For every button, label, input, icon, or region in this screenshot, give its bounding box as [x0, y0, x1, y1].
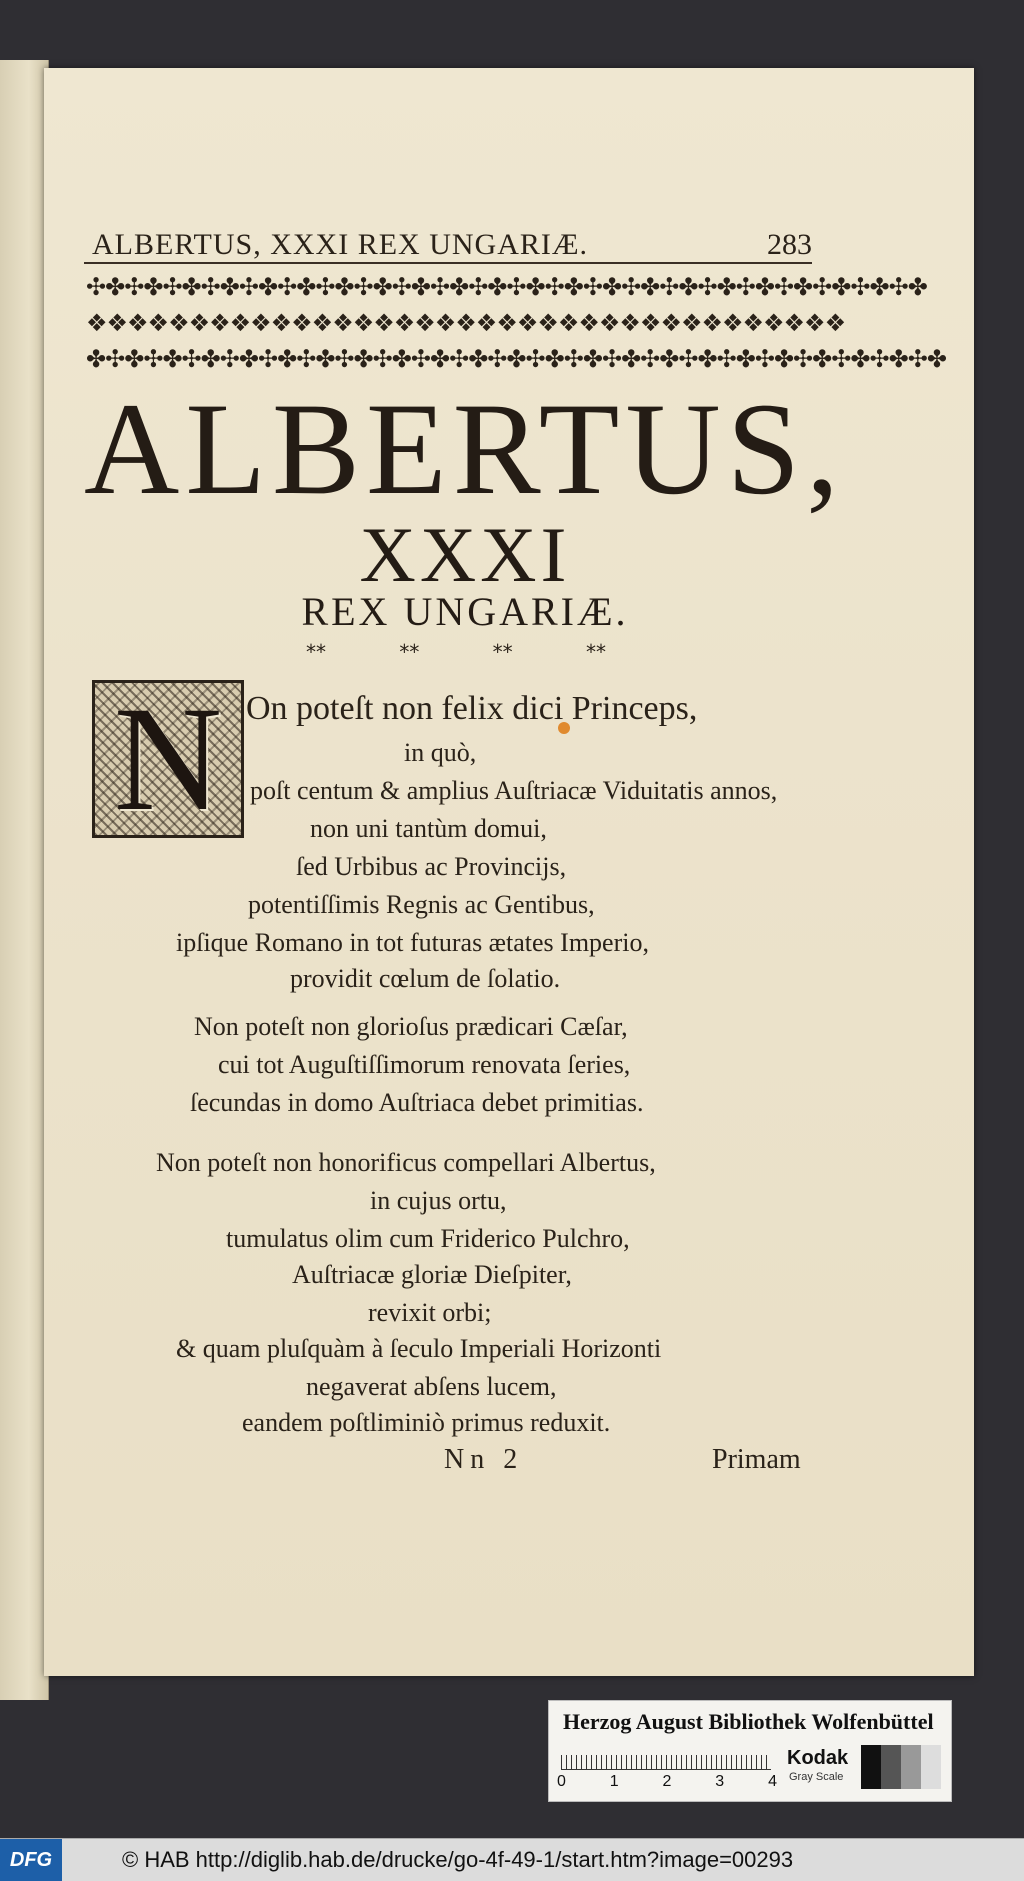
swatch	[861, 1745, 881, 1789]
text-line: ipſique Romano in tot futuras ætates Imperio,	[176, 928, 649, 957]
star-ornament: **	[306, 640, 326, 664]
gray-swatches	[861, 1745, 941, 1789]
text-line: Non poteſt non glorioſus prædicari Cæſar,	[194, 1012, 628, 1041]
swatch	[901, 1745, 921, 1789]
ruler-number: 1	[609, 1773, 619, 1790]
text-line: eandem poſtliminiò primus reduxit.	[242, 1408, 611, 1437]
ruler-numbers	[557, 1773, 777, 1791]
signature-mark: Nn 2	[444, 1444, 524, 1475]
text-line: in quò,	[404, 738, 477, 767]
page-number: 283	[767, 228, 812, 261]
catchword: Primam	[712, 1444, 801, 1475]
kodak-label: Kodak	[787, 1747, 849, 1769]
star-ornament: **	[399, 640, 420, 664]
gray-scale-label: Gray Scale	[789, 1771, 844, 1783]
title-name: ALBERTUS,	[84, 375, 846, 522]
previous-page-edge	[0, 60, 49, 1700]
ornament-row: ✤✣✤✣✤✣✤✣✤✣✤✣✤✣✤✣✤✣✤✣✤✣✤✣✤✣✤✣✤✣✤✣✤✣✤✣✤✣✤✣✤✣✤✣✤	[86, 345, 946, 373]
text-line: Auſtriacæ gloriæ Dieſpiter,	[292, 1260, 572, 1289]
ruler-number: 3	[715, 1773, 725, 1790]
ruler-number: 0	[557, 1773, 566, 1790]
text-line: & quam pluſquàm à ſeculo Imperiali Horizonti	[176, 1334, 662, 1363]
status-bar	[0, 1838, 1024, 1881]
ornament-band	[86, 272, 946, 374]
swatch	[921, 1745, 941, 1789]
ornament-row: ✣✤✣✤✣✤✣✤✣✤✣✤✣✤✣✤✣✤✣✤✣✤✣✤✣✤✣✤✣✤✣✤✣✤✣✤✣✤✣✤✣✤✣✤	[86, 273, 927, 301]
ornament-row: ❖❖❖❖❖❖❖❖❖❖❖❖❖❖❖❖❖❖❖❖❖❖❖❖❖❖❖❖❖❖❖❖❖❖❖❖❖	[86, 309, 846, 337]
title-subtitle: REX UNGARIÆ.	[301, 589, 629, 634]
text-line: negaverat abſens lucem,	[306, 1372, 557, 1401]
title-number: XXXI	[359, 511, 571, 598]
text-line: non uni tantùm domui,	[310, 814, 547, 843]
text-line: poſt centum & amplius Auſtriacæ Viduitatis annos,	[250, 776, 778, 805]
text-line: ſed Urbibus ac Provincijs,	[296, 852, 567, 881]
running-head: ALBERTUS, XXXI REX UNGARIÆ.	[92, 228, 589, 261]
dfg-logo[interactable]: DFG	[0, 1839, 62, 1881]
library-name: Herzog August Bibliothek Wolfenbüttel	[563, 1709, 934, 1734]
text-line: tumulatus olim cum Friderico Pulchro,	[226, 1224, 630, 1253]
color-scale-card	[548, 1700, 952, 1802]
decorated-initial	[92, 676, 244, 842]
star-ornament: **	[585, 640, 606, 664]
ruler-number: 2	[662, 1773, 672, 1790]
text-line: in cujus ortu,	[370, 1186, 507, 1215]
text-line: Non poteſt non honorificus compellari Albertus,	[156, 1148, 656, 1177]
header-rule	[84, 262, 812, 264]
ruler	[561, 1747, 771, 1770]
text-line: potentiſſimis Regnis ac Gentibus,	[248, 890, 595, 919]
copyright-text: © HAB http://diglib.hab.de/drucke/go-4f-49-1/start.htm?image=00293	[122, 1847, 794, 1872]
text-line: On poteſt non felix dici Princeps,	[246, 690, 698, 727]
star-ornament: **	[492, 640, 513, 664]
text-line: cui tot Auguſtiſſimorum renovata ſeries,	[218, 1050, 631, 1079]
swatch	[881, 1745, 901, 1789]
text-line: providit cœlum de ſolatio.	[290, 964, 561, 993]
ruler-number: 4	[768, 1773, 777, 1790]
text-line: revixit orbi;	[368, 1298, 492, 1327]
text-line: ſecundas in domo Auſtriaca debet primitias.	[190, 1088, 644, 1117]
initial-letter: N	[113, 676, 223, 842]
star-ornaments	[306, 640, 606, 664]
running-header	[92, 212, 812, 262]
